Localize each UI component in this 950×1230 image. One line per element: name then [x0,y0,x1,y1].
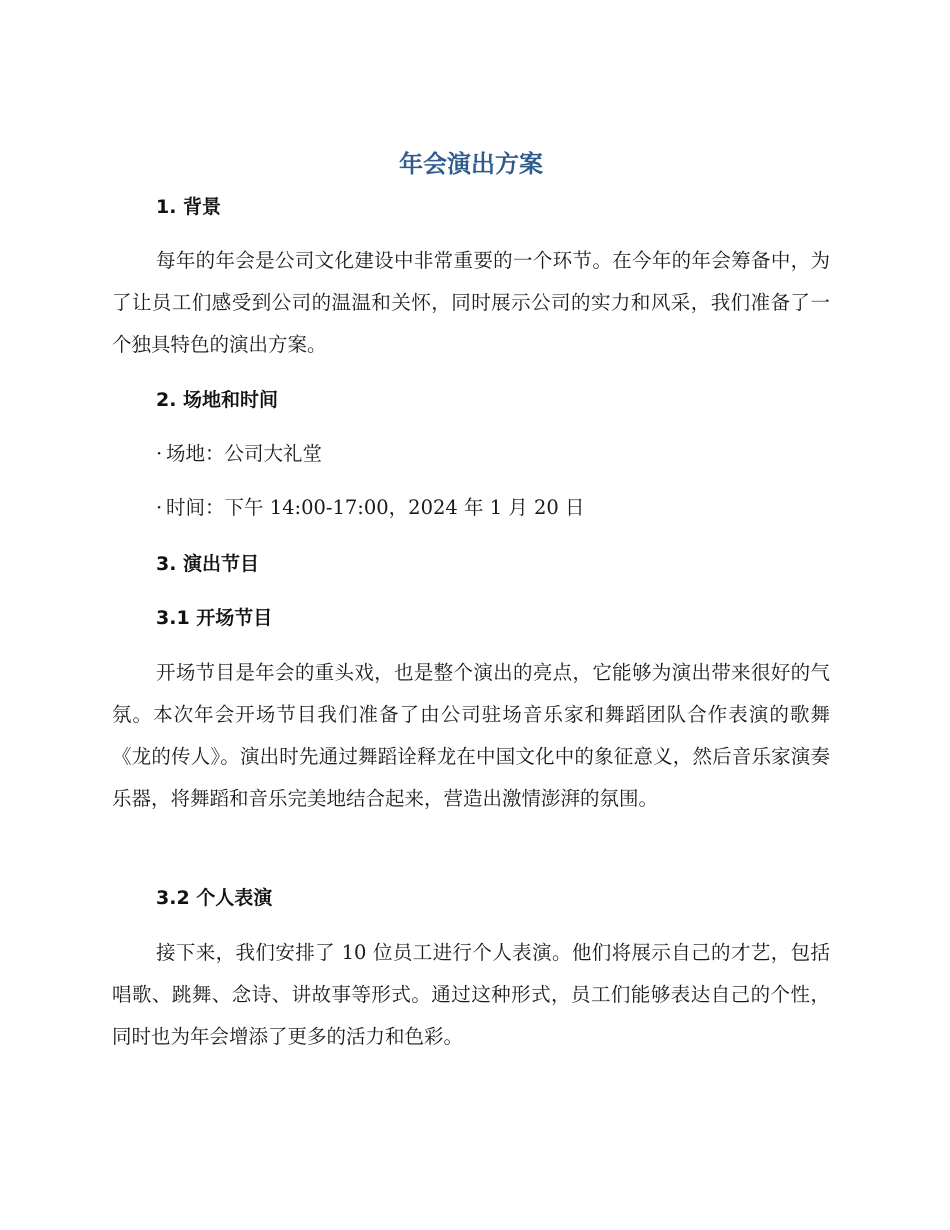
document-title: 年会演出方案 [399,150,543,178]
bullet-time [156,493,585,523]
bullet-dot: · [156,496,163,519]
section-heading-background: 1. 背景 [156,196,222,218]
section-heading-opening: 3.1 开场节目 [156,607,273,629]
paragraph-background: 每年的年会是公司文化建设中非常重要的一个环节。在今年的年会筹备中，为了让员工们感受到公司的温温和关怀，同时展示公司的实力和风采，我们准备了一个独具特色的演出方案。 [112,249,830,356]
section-heading-solo: 3.2 个人表演 [156,887,273,909]
bullet-venue [156,439,322,469]
bullet-time-text: 时间：下午 14:00-17:00，2024 年 1 月 20 日 [166,496,585,519]
paragraph-solo: 接下来，我们安排了 10 位员工进行个人表演。他们将展示自己的才艺，包括唱歌、跳舞、念诗、讲故事等形式。通过这种形式，员工们能够表达自己的个性，同时也为年会增添了更多的活力和色彩。 [112,941,830,1048]
section-heading-program: 3. 演出节目 [156,553,260,575]
bullet-dot: · [156,442,163,465]
bullet-venue-text: 场地：公司大礼堂 [166,442,323,465]
section-heading-venue-time: 2. 场地和时间 [156,389,279,411]
paragraph-opening: 开场节目是年会的重头戏，也是整个演出的亮点，它能够为演出带来很好的气氛。本次年会开场节目我们准备了由公司驻场音乐家和舞蹈团队合作表演的歌舞《龙的传人》。演出时先通过舞蹈诠释龙在中国文化中的象征意义，然后音乐家演奏乐器，将舞蹈和音乐完美地结合起来，营造出激情澎湃的氛围。 [112,661,830,810]
